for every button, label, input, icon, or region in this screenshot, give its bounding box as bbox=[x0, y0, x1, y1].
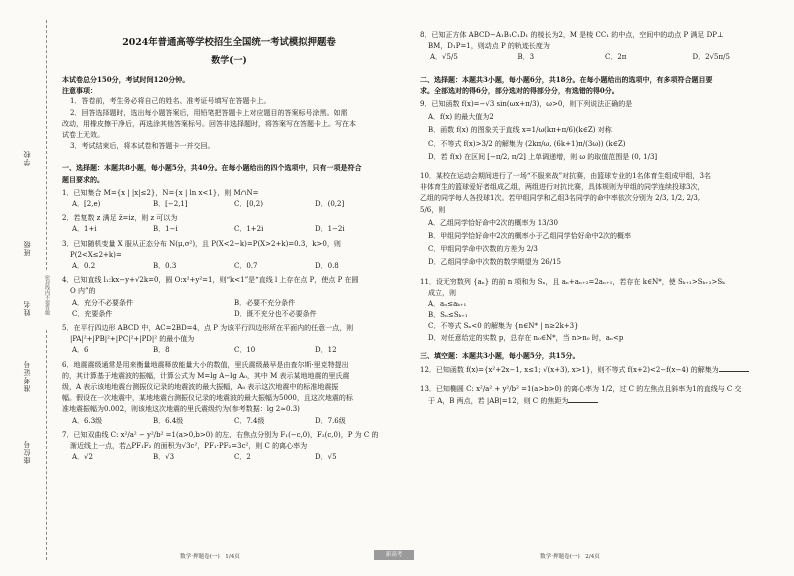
question-stem: 4．已知直线 l₁:kx−y+√2k=0，圆 O:x²+y²=1，则“k<1”是“直线 l 上存在点 P，使点 P 在圆 bbox=[62, 276, 359, 285]
option-b: B．必要不充分条件 bbox=[234, 298, 296, 307]
question-13 bbox=[420, 384, 780, 407]
option-b: B．1−i bbox=[153, 225, 178, 234]
option-c: C．2 bbox=[234, 453, 251, 462]
option-row bbox=[62, 416, 396, 427]
option-b: B．6.4级 bbox=[153, 416, 184, 425]
question-stem: 10．某校在运动会期间进行了一场“不服来战”对抗赛，由篮球专业的1名体育生组成甲组，3名 bbox=[420, 172, 711, 181]
option-row bbox=[420, 52, 780, 63]
option-c: C．0.7 bbox=[234, 262, 258, 271]
page-footer-right: 数学·押题卷(一) 2/4页 bbox=[540, 554, 600, 560]
option-a: A．f(x) 的最大值为2 bbox=[428, 113, 494, 122]
option-a: A．[2,e) bbox=[72, 200, 101, 209]
option-a: A．6.3级 bbox=[72, 416, 103, 425]
question-stem: 5/6，则 bbox=[420, 205, 446, 214]
question-stem: 11．设无穷数列 {aₙ} 的前 n 项和为 Sₙ，且 aₙ+aₙ₊₂=2aₙ₊₁，若存在 k∈N*，使 Sₖ₊₁>Sₖ₊₂>Sₖ bbox=[420, 277, 725, 286]
option-d: D．7.6级 bbox=[315, 416, 346, 425]
option-row bbox=[62, 261, 396, 272]
question-stem: 13．已知椭圆 C: x²/a² + y²/b² =1(a>b>0) 的离心率为 1/2，过 C 的左焦点且斜率为1的直线与 C 交 bbox=[420, 385, 742, 394]
question-stem: 8．已知正方体 ABCD−A₁B₁C₁D₁ 的棱长为2，M 是棱 CC₁ 的中点，空间中的动点 P 满足 DP⊥ bbox=[420, 31, 724, 39]
binding-margin bbox=[0, 0, 58, 576]
option-d: D．乙组同学命中次数的数学期望为 26/15 bbox=[428, 258, 562, 267]
option-a: A．aₙ≤aₖ₊₁ bbox=[428, 300, 467, 309]
left-column bbox=[62, 0, 396, 464]
binding-label-school: 学校 bbox=[23, 150, 31, 166]
question-11 bbox=[420, 277, 780, 344]
question-7 bbox=[62, 430, 396, 464]
question-stem: 9．已知函数 f(x)=−√3 sin(ωx+π/3)，ω>0，则下列说法正确的是 bbox=[420, 100, 633, 109]
question-2 bbox=[62, 213, 396, 235]
question-1 bbox=[62, 188, 396, 210]
option-b: B．[−2,1] bbox=[153, 200, 188, 209]
option-d: D．√5 bbox=[315, 453, 337, 462]
section-heading: 三、填空题：本题共3小题，每小题5分，共15分。 bbox=[420, 350, 580, 360]
option-b: B．3 bbox=[517, 53, 535, 62]
option-a: A．1+i bbox=[72, 225, 97, 234]
note-line: 试卷上无效。 bbox=[62, 131, 104, 140]
question-3 bbox=[62, 239, 396, 273]
question-4 bbox=[62, 275, 396, 320]
question-stem: P(2<X≤2+k)= bbox=[70, 250, 122, 259]
question-stem: 7．已知双曲线 C: x²/a² − y²/b² =1(a>0,b>0) 的左、右焦点分别为 F₁(−c,0)，F₂(c,0)，P 为 C 的 bbox=[62, 430, 379, 439]
seal-line-note: 密封线内不要答题 bbox=[44, 275, 50, 315]
option-d: D．(0,2] bbox=[315, 200, 345, 209]
question-stem: 6．地震震级通常是用来衡量地震释放能量大小的数值，里氏震级最早是由查尔斯·里克特提出 bbox=[62, 360, 349, 369]
exam-info: 本试卷总分150分，考试时间120分钟。 bbox=[62, 75, 190, 84]
question-6 bbox=[62, 360, 396, 427]
option-c: C．2π bbox=[605, 53, 627, 62]
option-b: B．Sₙ≤Sₖ₊₁ bbox=[428, 311, 468, 320]
option-row bbox=[62, 199, 396, 210]
binding-label-class: 班级 bbox=[23, 240, 31, 256]
option-b: B．√3 bbox=[153, 453, 175, 462]
option-row bbox=[62, 224, 396, 235]
option-c: C．甲组同学命中次数的方差为 2/3 bbox=[428, 245, 538, 254]
question-stem: 级，A 表示该地地震台测振仪记录的地震波的最大振幅，A₀ 表示这次地震中的标准地震振 bbox=[62, 383, 339, 392]
binding-label-exam-id: 准考证号 bbox=[23, 360, 31, 392]
question-stem: BM，D₁P=1，则动点 P 的轨迹长度为 bbox=[428, 42, 550, 51]
note-line: 3．考试结束后，将本试卷和答题卡一并交回。 bbox=[70, 142, 215, 151]
option-c: C．充要条件 bbox=[72, 309, 113, 318]
option-d: D．2√5π/5 bbox=[692, 53, 730, 62]
option-a: A．乙组同学恰好命中2次的概率为 13/30 bbox=[428, 218, 558, 227]
option-row bbox=[62, 345, 396, 356]
option-a: A．6 bbox=[72, 346, 89, 355]
option-a: A．√2 bbox=[72, 453, 93, 462]
question-stem: 非体育生的篮球爱好者组成乙组，两组进行对抗比赛，具体规则为甲组的同学连续投球3次， bbox=[420, 183, 705, 192]
question-stem: 乙组的同学每人各投球1次。若甲组同学和乙组3名同学的命中率依次分别为 2/3, 1/2, 2/3, bbox=[420, 194, 701, 203]
right-column bbox=[420, 0, 780, 408]
option-a: A．0.2 bbox=[72, 262, 96, 271]
option-b: B．8 bbox=[153, 346, 170, 355]
question-9 bbox=[420, 99, 780, 163]
question-stem: 幅。假设在一次地震中，某地地震台测振仪记录的地震波的最大振幅为5000，且这次地震的标 bbox=[62, 394, 353, 403]
question-stem: 12．已知函数 f(x)={x²+2x−1, x≤1; √(x+3), x>1}，则不等式 f(x+2)<2−f(x−4) 的解集为 bbox=[420, 366, 719, 375]
answer-blank bbox=[719, 364, 749, 372]
notes-title: 注意事项： bbox=[62, 86, 97, 96]
question-stem: 的，其计算基于地震波的振幅，计算公式为 M=lg A−lg A₀，其中 M 表示某地地震的里氏震 bbox=[62, 371, 350, 380]
option-a: A．充分不必要条件 bbox=[72, 298, 134, 307]
seal-line-lower bbox=[46, 330, 47, 560]
exam-subtitle: 数学(一) bbox=[211, 56, 247, 66]
question-stem: 2．若复数 z 满足 z̄=iz，则 z 可以为 bbox=[62, 214, 178, 223]
question-stem: 1．已知集合 M={x | |x|≤2}，N={x | ln x<1}，则 M∩N= bbox=[62, 188, 259, 197]
option-row bbox=[62, 298, 396, 309]
note-line: 1．答卷前，考生务必将自己的姓名、准考证号填写在答题卡上。 bbox=[70, 97, 271, 106]
option-d: D．既不充分也不必要条件 bbox=[234, 309, 317, 318]
option-c: C．7.4级 bbox=[234, 416, 265, 425]
option-b: B．甲组同学恰好命中2次的概率小于乙组同学恰好命中2次的概率 bbox=[428, 232, 632, 241]
note-line: 2．回答选择题时，选出每小题答案后，用铅笔把答题卡上对应题目的答案标号涂黑。如需 bbox=[70, 108, 348, 117]
option-row bbox=[62, 309, 396, 320]
question-10 bbox=[420, 171, 780, 269]
seal-line-upper bbox=[46, 20, 47, 270]
option-d: D．12 bbox=[315, 346, 337, 355]
option-c: C．10 bbox=[234, 346, 256, 355]
binding-label-name: 姓名 bbox=[23, 300, 31, 316]
section-heading: 求。全部选对的得6分，部分选对的得部分分，有选错的得0分。 bbox=[420, 85, 619, 95]
section-heading: 二、选择题：本题共3小题，每小题6分，共18分。在每小题给出的选项中，有多项符合题目要 bbox=[420, 74, 713, 84]
option-d: D．0.8 bbox=[315, 262, 339, 271]
option-d: D．对任意给定的实数 p，总存在 n₀∈N*，当 n>n₀ 时，aₙ<p bbox=[428, 333, 624, 342]
question-stem: 3．已知随机变量 X 服从正态分布 N(μ,σ²)，且 P(X<2−k)=P(X>2+k)=0.3，k>0，则 bbox=[62, 239, 341, 248]
answer-blank bbox=[568, 395, 598, 403]
note-line: 改动，用橡皮擦干净后，再选涂其他答案标号。回答非选择题时，将答案写在答题卡上。写在本 bbox=[62, 119, 356, 128]
option-d: D．若 f(x) 在区间 [−π/2, π/2] 上单调递增，则 ω 的取值范围是 (0, 1/3] bbox=[428, 152, 658, 161]
section-heading: 题目要求的。 bbox=[62, 174, 104, 184]
question-stem: 于 A，B 两点，若 |AB|=12，则 C 的焦距为 bbox=[428, 397, 569, 406]
section-heading: 一、选择题：本题共8小题，每小题5分，共40分。在每小题给出的四个选项中，只有一项是符合 bbox=[62, 163, 362, 173]
option-b: B．函数 f(x) 的图象关于直线 x=1/ω(kπ+π/6)(k∈Z) 对称 bbox=[428, 126, 612, 135]
binding-label-seat: 座位号 bbox=[23, 440, 31, 464]
question-5 bbox=[62, 323, 396, 357]
option-c: C．不等式 Sₙ<0 的解集为 {n∈N* | n≥2k+3} bbox=[428, 322, 579, 331]
question-stem: 准地震振幅为0.002，则该地这次地震的里氏震级约为(参考数据：lg 2≈0.3) bbox=[62, 405, 300, 414]
option-d: D．1−2i bbox=[315, 225, 345, 234]
question-8 bbox=[420, 30, 780, 64]
option-b: B．0.3 bbox=[153, 262, 177, 271]
corner-stamp: 新高考 bbox=[374, 550, 414, 560]
question-stem: |PA|²+|PB|²+|PC|²+|PD|² 的最小值为 bbox=[70, 335, 195, 344]
question-stem: 渐近线上一点，若△PF₁F₂ 的面积为√3c²，PF₁·PF₂=3c²，则 C 的离心率为 bbox=[70, 442, 308, 451]
option-c: C．1+2i bbox=[234, 225, 264, 234]
question-stem: 成立，则 bbox=[428, 288, 456, 297]
option-a: A．√5/5 bbox=[430, 53, 458, 62]
question-stem: 5．在平行四边形 ABCD 中，AC=2BD=4，点 P 为该平行四边形所在平面内的任意一点，则 bbox=[62, 324, 354, 333]
page-footer-left: 数学·押题卷(一) 1/4页 bbox=[180, 554, 240, 560]
option-c: C．[0,2) bbox=[234, 200, 263, 209]
option-row bbox=[62, 452, 396, 463]
question-stem: O 内”的 bbox=[70, 287, 96, 296]
exam-title: 2024年普通高等学校招生全国统一考试模拟押题卷 bbox=[122, 37, 336, 48]
option-c: C．不等式 f(x)>3/2 的解集为 (2kπ/ω, (6k+1)π/(3ω)) (k∈Z) bbox=[428, 139, 626, 148]
question-12 bbox=[420, 364, 780, 376]
